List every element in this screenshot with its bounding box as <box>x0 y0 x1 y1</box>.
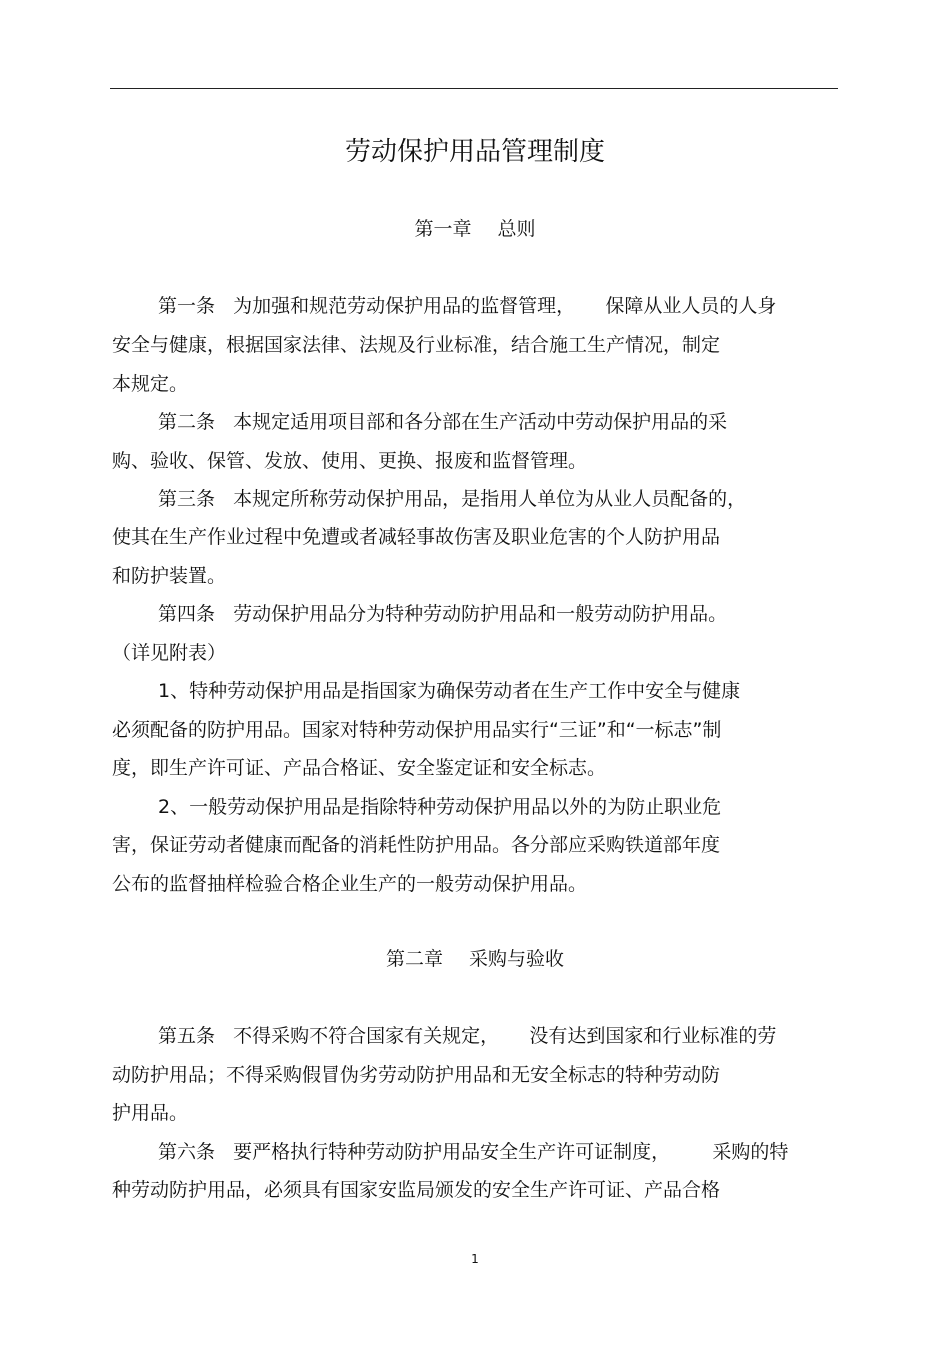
paragraph-line: 和防护装置。 <box>112 565 227 587</box>
paragraph-line: 第三条 本规定所称劳动保护用品，是指用人单位为从业人员配备的， <box>158 488 747 510</box>
chapter-2-heading <box>0 945 950 973</box>
document-title: 劳动保护用品管理制度 <box>344 137 605 167</box>
paragraph-line: （详见附表） <box>112 642 227 664</box>
paragraph-line: 第一条 为加强和规范劳动保护用品的监督管理， 保障从业人员的人身 <box>158 295 777 317</box>
paragraph-line: 第二条 本规定适用项目部和各分部在生产活动中劳动保护用品的采 <box>158 411 728 433</box>
paragraph-line: 必须配备的防护用品。国家对特种劳动保护用品实行“三证”和“一标志”制 <box>112 719 722 741</box>
chapter-2-number: 第二章 <box>385 948 443 970</box>
paragraph-line: 安全与健康，根据国家法律、法规及行业标准，结合施工生产情况，制定 <box>112 334 721 356</box>
paragraph-line: 2、一般劳动保护用品是指除特种劳动保护用品以外的为防止职业危 <box>158 796 722 818</box>
paragraph-line: 第四条 劳动保护用品分为特种劳动防护用品和一般劳动防护用品。 <box>158 603 728 625</box>
paragraph-line: 公布的监督抽样检验合格企业生产的一般劳动保护用品。 <box>112 873 588 895</box>
paragraph-line: 度，即生产许可证、产品合格证、安全鉴定证和安全标志。 <box>112 757 607 779</box>
paragraph-line: 护用品。 <box>112 1102 189 1124</box>
chapter-2-name: 采购与验收 <box>469 948 565 970</box>
page-number: 1 <box>471 1252 479 1266</box>
paragraph-line: 害，保证劳动者健康而配备的消耗性防护用品。各分部应采购铁道部年度 <box>112 834 721 856</box>
paragraph-line: 本规定。 <box>112 373 189 395</box>
paragraph-line: 动防护用品；不得采购假冒伪劣劳动防护用品和无安全标志的特种劳动防 <box>112 1064 721 1086</box>
paragraph-line: 第五条 不得采购不符合国家有关规定， 没有达到国家和行业标准的劳 <box>158 1025 777 1047</box>
chapter-1-heading <box>0 215 950 243</box>
paragraph-line: 种劳动防护用品，必须具有国家安监局颁发的安全生产许可证、产品合格 <box>112 1179 721 1201</box>
paragraph-line: 使其在生产作业过程中免遭或者减轻事故伤害及职业危害的个人防护用品 <box>112 526 721 548</box>
paragraph-line: 购、验收、保管、发放、使用、更换、报废和监督管理。 <box>112 450 588 472</box>
chapter-1-name: 总则 <box>497 218 536 240</box>
paragraph-line: 1、特种劳动保护用品是指国家为确保劳动者在生产工作中安全与健康 <box>158 680 741 702</box>
header-rule <box>110 88 838 89</box>
paragraph-line: 第六条 要严格执行特种劳动防护用品安全生产许可证制度， 采购的特 <box>158 1141 789 1163</box>
chapter-1-number: 第一章 <box>414 218 472 240</box>
